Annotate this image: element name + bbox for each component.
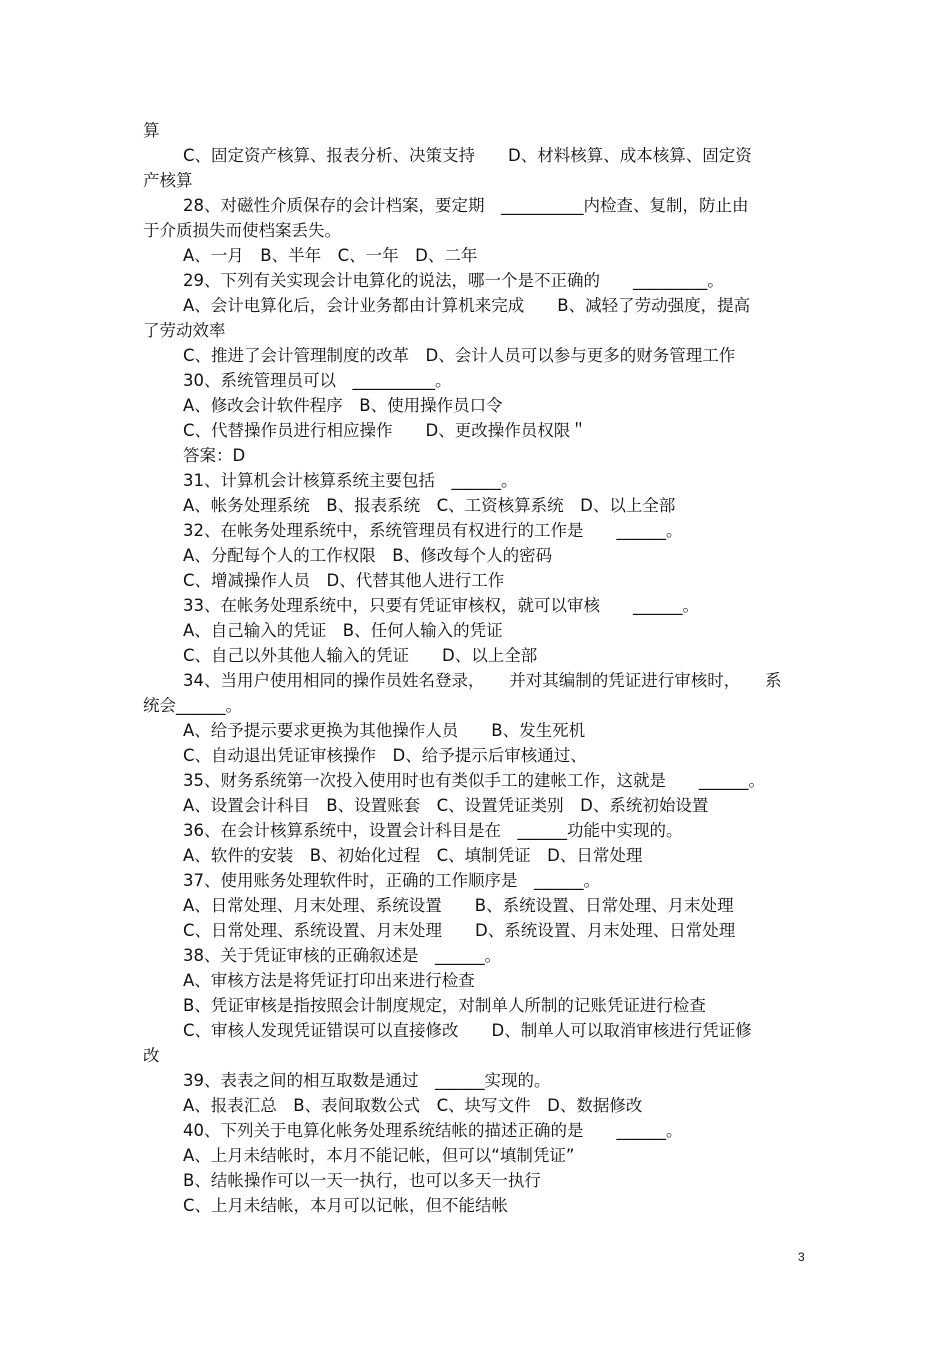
- text-line: 了劳动效率: [143, 321, 226, 340]
- text-line: A、帐务处理系统 B、报表系统 C、工资核算系统 D、以上全部: [183, 496, 676, 515]
- text-line: A、日常处理、月末处理、系统设置 B、系统设置、日常处理、月末处理: [183, 896, 734, 915]
- text-line: 39、表表之间的相互取数是通过 ______实现的。: [183, 1071, 551, 1090]
- text-line: B、凭证审核是指按照会计制度规定，对制单人所制的记账凭证进行检查: [183, 996, 706, 1015]
- text-line: A、一月 B、半年 C、一年 D、二年: [183, 246, 478, 265]
- text-line: A、分配每个人的工作权限 B、修改每个人的密码: [183, 546, 553, 565]
- text-line: 37、使用账务处理软件时，正确的工作顺序是 ______。: [183, 871, 600, 890]
- page-number: 3: [798, 1250, 805, 1264]
- text-line: 答案：D: [183, 446, 246, 465]
- text-line: 改: [143, 1046, 160, 1065]
- text-line: 33、在帐务处理系统中，只要有凭证审核权，就可以审核 ______。: [183, 596, 699, 615]
- text-line: C、日常处理、系统设置、月末处理 D、系统设置、月末处理、日常处理: [183, 921, 736, 940]
- text-line: C、自己以外其他人输入的凭证 D、以上全部: [183, 646, 538, 665]
- text-line: 统会______。: [143, 696, 242, 715]
- text-line: A、审核方法是将凭证打印出来进行检查: [183, 971, 475, 990]
- text-line: 算: [143, 121, 160, 140]
- text-line: B、结帐操作可以一天一执行，也可以多天一执行: [183, 1171, 541, 1190]
- text-line: C、推进了会计管理制度的改革 D、会计人员可以参与更多的财务管理工作: [183, 346, 736, 365]
- text-line: A、软件的安装 B、初始化过程 C、填制凭证 D、日常处理: [183, 846, 643, 865]
- text-line: A、给予提示要求更换为其他操作人员 B、发生死机: [183, 721, 586, 740]
- text-line: C、增减操作人员 D、代替其他人进行工作: [183, 571, 505, 590]
- text-line: 30、系统管理员可以 __________。: [183, 371, 452, 390]
- text-line: A、会计电算化后，会计业务都由计算机来完成 B、减轻了劳动强度，提高: [183, 296, 751, 315]
- text-line: C、审核人发现凭证错误可以直接修改 D、制单人可以取消审核进行凭证修: [183, 1021, 752, 1040]
- text-line: C、上月未结帐，本月可以记帐，但不能结帐: [183, 1196, 509, 1215]
- text-line: 36、在会计核算系统中，设置会计科目是在 ______功能中实现的。: [183, 821, 683, 840]
- text-line: 于介质损失而使档案丢失。: [143, 221, 341, 240]
- text-line: 产核算: [143, 171, 193, 190]
- text-line: A、报表汇总 B、表间取数公式 C、块写文件 D、数据修改: [183, 1096, 643, 1115]
- text-line: 40、下列关于电算化帐务处理系统结帐的描述正确的是 ______。: [183, 1121, 683, 1140]
- text-line: A、修改会计软件程序 B、使用操作员口令: [183, 396, 503, 415]
- text-line: C、代替操作员进行相应操作 D、更改操作员权限＂: [183, 421, 587, 440]
- text-line: 28、对磁性介质保存的会计档案，要定期 __________内检查、复制，防止由: [183, 196, 749, 215]
- text-line: 35、财务系统第一次投入使用时也有类似手工的建帐工作，这就是 ______。: [183, 771, 765, 790]
- text-line: 34、当用户使用相同的操作员姓名登录， 并对其编制的凭证进行审核时， 系: [183, 671, 782, 690]
- text-line: 31、计算机会计核算系统主要包括 ______。: [183, 471, 518, 490]
- text-line: A、设置会计科目 B、设置账套 C、设置凭证类别 D、系统初始设置: [183, 796, 709, 815]
- text-line: 38、关于凭证审核的正确叙述是 ______。: [183, 946, 501, 965]
- document-body: [143, 118, 810, 1218]
- text-line: 32、在帐务处理系统中，系统管理员有权进行的工作是 ______。: [183, 521, 683, 540]
- text-line: 29、下列有关实现会计电算化的说法，哪一个是不正确的 _________。: [183, 271, 724, 290]
- text-line: C、固定资产核算、报表分析、决策支持 D、材料核算、成本核算、固定资: [183, 146, 752, 165]
- text-line: A、自己输入的凭证 B、任何人输入的凭证: [183, 621, 503, 640]
- text-line: C、自动退出凭证审核操作 D、给予提示后审核通过、: [183, 746, 587, 765]
- text-line: A、上月未结帐时，本月不能记帐，但可以“填制凭证”: [183, 1146, 575, 1165]
